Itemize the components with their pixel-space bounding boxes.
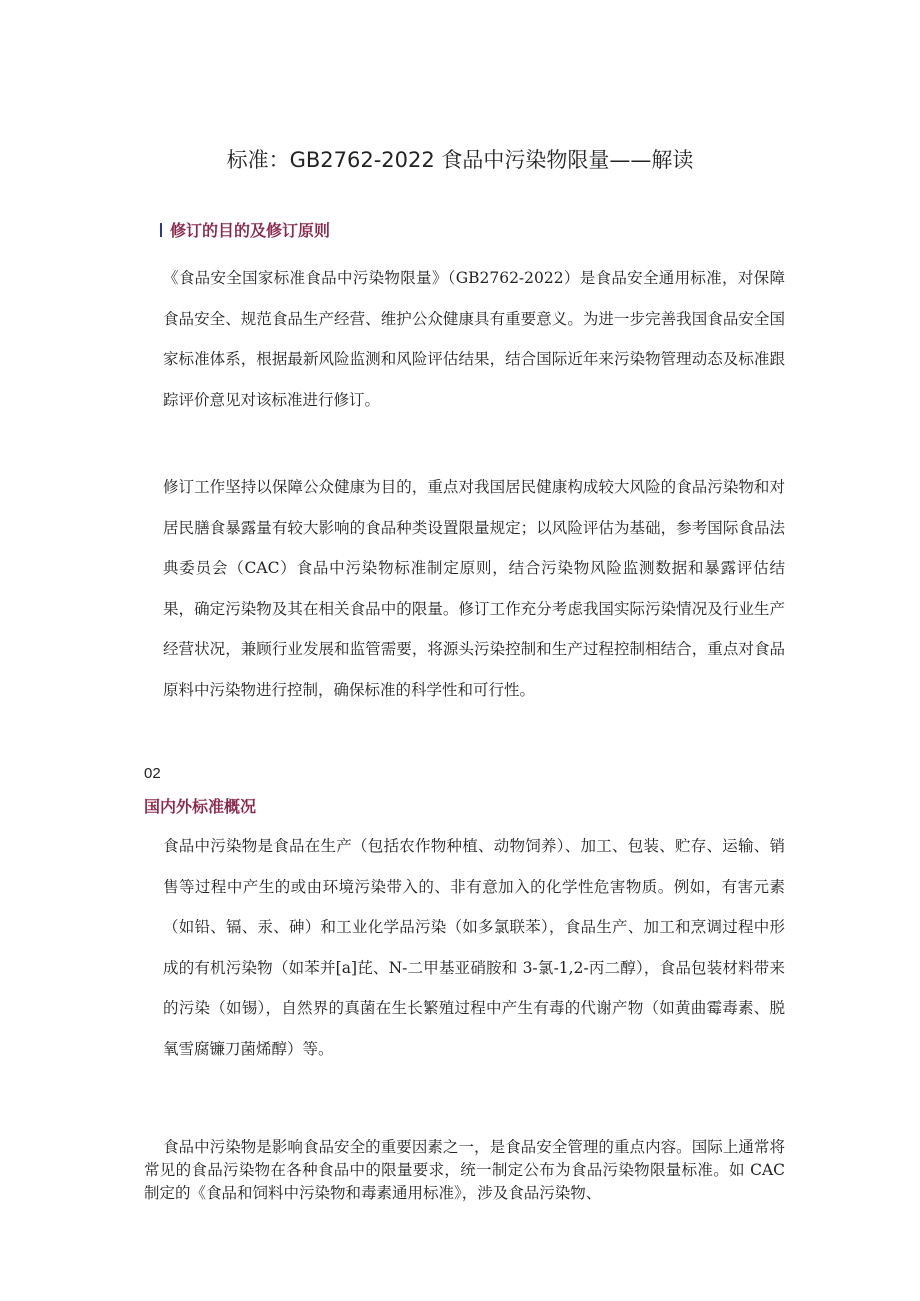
document-title: 标准：GB2762-2022 食品中污染物限量——解读 (226, 148, 694, 172)
section-heading-overview: 国内外标准概况 (144, 797, 257, 816)
section-heading-revision (144, 221, 330, 241)
paragraph-international-standards: 食品中污染物是影响食品安全的重要因素之一，是食品安全管理的重点内容。国际上通常将常见的食品污染物在各种食品中的限量要求，统一制定公布为食品污染物限量标准。如 CAC 制定的《食品和饲料中污染物和毒素通用标准》，涉及食品污染物、 (144, 1138, 785, 1202)
heading-marker-bar (160, 223, 162, 237)
paragraph-principles: 修订工作坚持以保障公众健康为目的，重点对我国居民健康构成较大风险的食品污染物和对居民膳食暴露量有较大影响的食品种类设置限量规定；以风险评估为基础，参考国际食品法典委员会（CAC）食品中污染物标准制定原则，结合污染物风险监测数据和暴露评估结果，确定污染物及其在相关食品中的限量。修订工作充分考虑我国实际污染情况及行业生产经营状况，兼顾行业发展和监管需要，将源头污染控制和生产过程控制相结合，重点对食品原料中污染物进行控制，确保标准的科学性和可行性。 (163, 478, 785, 699)
paragraph-contaminant-definition: 食品中污染物是食品在生产（包括农作物种植、动物饲养）、加工、包装、贮存、运输、销售等过程中产生的或由环境污染带入的、非有意加入的化学性危害物质。例如，有害元素（如铅、镉、汞、砷）和工业化学品污染（如多氯联苯），食品生产、加工和烹调过程中形成的有机污染物（如苯并[a]芘、N-二甲基亚硝胺和 3-氯-1,2-丙二醇），食品包装材料带来的污染（如锡），自然界的真菌在生长繁殖过程中产生有毒的代谢产物（如黄曲霉毒素、脱氧雪腐镰刀菌烯醇）等。 (163, 837, 785, 1058)
section-number: 02 (144, 765, 161, 782)
paragraph-purpose: 《食品安全国家标准食品中污染物限量》（GB2762-2022）是食品安全通用标准，对保障食品安全、规范食品生产经营、维护公众健康具有重要意义。为进一步完善我国食品安全国家标准体系，根据最新风险监测和风险评估结果，结合国际近年来污染物管理动态及标准跟踪评价意见对该标准进行修订。 (163, 269, 785, 409)
section-heading-text: 修订的目的及修订原则 (170, 221, 331, 240)
